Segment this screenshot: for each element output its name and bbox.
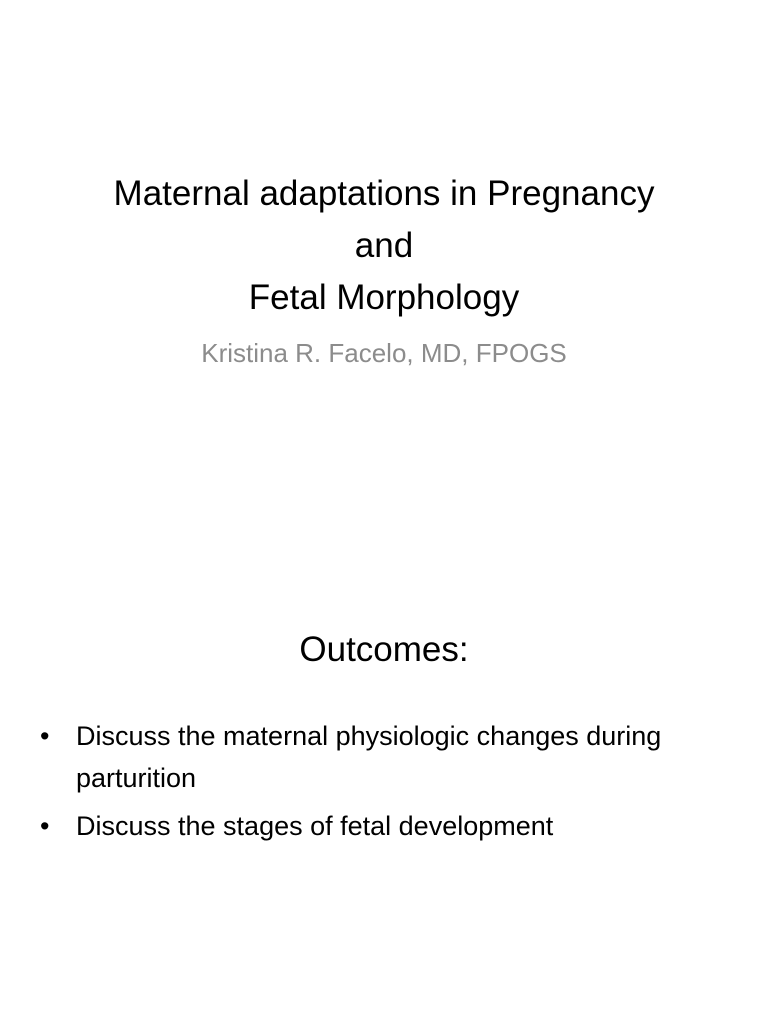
bullet-item bbox=[38, 805, 728, 847]
title-line-1: Maternal adaptations in Pregnancy bbox=[113, 174, 655, 213]
outcomes-slide bbox=[0, 512, 768, 1024]
bullet-item bbox=[38, 715, 728, 799]
outcomes-bullet-list bbox=[38, 715, 728, 853]
outcomes-heading: Outcomes: bbox=[299, 630, 469, 669]
title-line-3: Fetal Morphology bbox=[248, 278, 520, 317]
title-line-2: and bbox=[354, 226, 414, 265]
slide-title bbox=[0, 168, 768, 324]
slide-subtitle-author: Kristina R. Facelo, MD, FPOGS bbox=[201, 338, 567, 368]
bullet-dot-icon: • bbox=[40, 811, 50, 841]
bullet-text: Discuss the maternal physiologic changes during parturition bbox=[76, 721, 662, 793]
bullet-dot-icon: • bbox=[40, 721, 50, 751]
bullet-text: Discuss the stages of fetal development bbox=[76, 811, 554, 841]
